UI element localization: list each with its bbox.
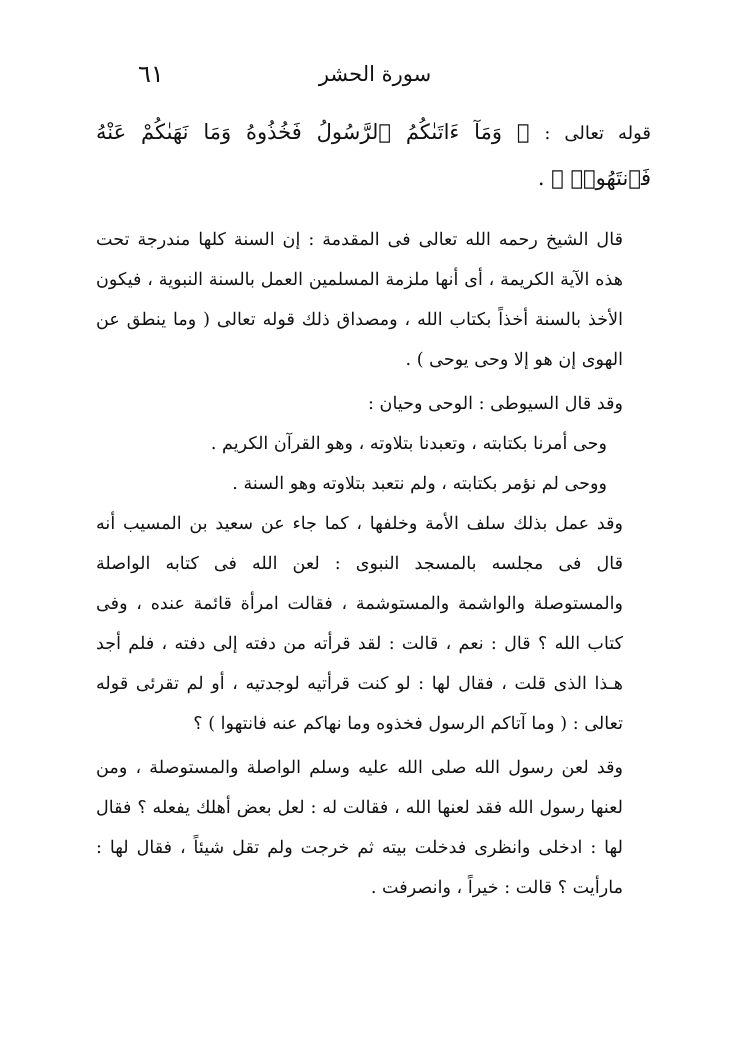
running-title: سورة الحشر — [318, 62, 432, 86]
paragraph-intro: قال الشيخ رحمه الله تعالى فى المقدمة : إن السنة كلها مندرجة تحت هذه الآية الكريمة ، أى أنها ملزمة المسلمين العمل بالسنة النبوية ، فيكون الأخذ بالسنة أخذاً بكتاب الله ، ومصداق ذلك قوله تعالى ( وما ينطق عن الهوى إن هو إلا وحى يوحى ) . — [96, 230, 623, 370]
paragraph-wahy-one: وحى أمرنا بكتابته ، وتعبدنا بتلاوته ، وهو القرآن الكريم . — [210, 434, 607, 454]
page-number: ٦١ — [138, 60, 164, 88]
paragraph-ibn-musayyib: وقد عمل بذلك سلف الأمة وخلفها ، كما جاء عن سعيد بن المسيب أنه قال فى مجلسه بالمسجد النبوى : لعن الله فى كتابه الواصلة والمستوصلة والواشمة والمستوشمة ، فقالت امرأة قائمة عنده ، وفى كتاب الله ؟ قال : نعم ، قالت : لقد قرأته من دفته إلى دفته ، فلم أجد هـذا الذى قلت ، فقال لها : لو كنت قرأتيه لوجدتيه ، أو لم تقرئى قوله تعالى : ( وما آتاكم الرسول فخذوه وما نهاكم عنه فانتهوا ) ؟ — [96, 514, 623, 734]
verse-text: ﴿ وَمَآ ءَاتَىٰكُمُ ٱلرَّسُولُ فَخُذُوهُ وَمَا نَهَىٰكُمْ عَنْهُ فَٱنتَهُوا۟ ﴾ . — [96, 120, 651, 190]
paragraph-wahy-two: ووحى لم نؤمر بكتابته ، ولم نتعبد بتلاوته وهو السنة . — [232, 474, 607, 494]
paragraph-suyuti: وقد قال السيوطى : الوحى وحيان : — [368, 394, 623, 414]
verse-line — [96, 110, 651, 200]
verse-intro: قوله تعالى : — [544, 123, 651, 144]
page-header — [0, 60, 733, 94]
paragraph-hadith: وقد لعن رسول الله صلى الله عليه وسلم الواصلة والمستوصلة ، ومن لعنها رسول الله فقد لعنها الله ، فقالت له : لعل بعض أهلك يفعله ؟ فقال لها : ادخلى وانظرى فدخلت بيته ثم خرجت ولم تقل شيئاً ، فقال لها : مارأيت ؟ قالت : خيراً ، وانصرفت . — [96, 758, 623, 898]
body-text — [96, 110, 651, 908]
